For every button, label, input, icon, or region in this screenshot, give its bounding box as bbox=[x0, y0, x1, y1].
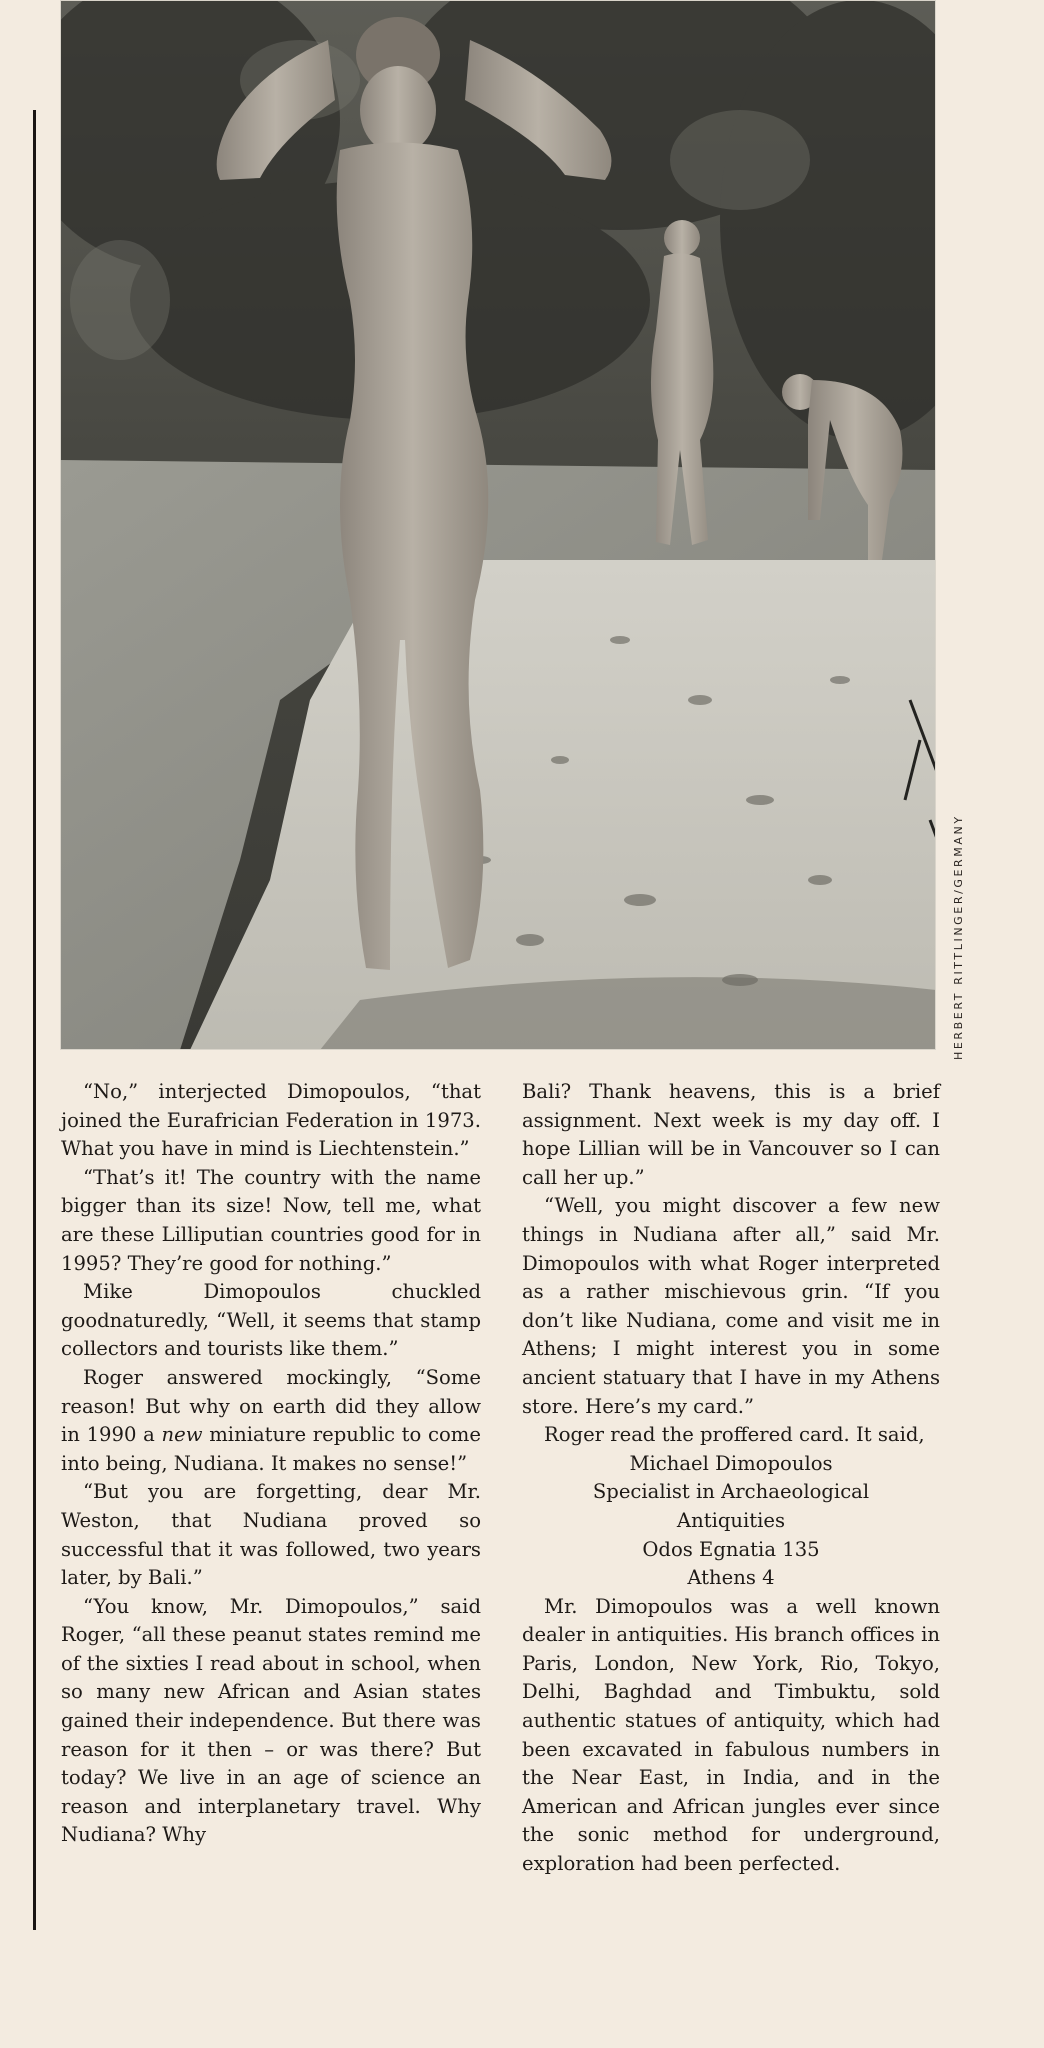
card-line: Odos Egnatia 135 bbox=[642, 1537, 820, 1561]
paragraph: “But you are forgetting, dear Mr. Weston, that Nudiana proved so successful that it was followed, two years later, by Bali.” bbox=[61, 1480, 481, 1590]
business-card bbox=[522, 1450, 940, 1593]
paragraph: “No,” interjected Dimopoulos, “that joined the Eurafrician Federation in 1973. What you have in mind is Liechtenstein.” bbox=[61, 1080, 481, 1161]
card-line: Antiquities bbox=[676, 1508, 786, 1532]
article-column-left bbox=[61, 1078, 481, 1850]
margin-rule bbox=[33, 110, 36, 1930]
paragraph: “Well, you might discover a few new things in Nudiana after all,” said Mr. Dimopoulos with what Roger interpreted as a rather mischievous grin. “If you don’t like Nudiana, come and visit me in Athens; I might interest you in some ancient statuary that I have in my Athens store. Here’s my card.” bbox=[522, 1194, 940, 1418]
paragraph: “That’s it! The country with the name bigger than its size! Now, tell me, what are these Lilliputian countries good for in 1995? They’re good for nothing.” bbox=[61, 1165, 481, 1275]
emphasized-word: new bbox=[161, 1423, 203, 1447]
photograph bbox=[60, 0, 936, 1050]
paragraph: “You know, Mr. Dimopoulos,” said Roger, “all these peanut states remind me of the sixties I read about in school, when so many new African and Asian states gained their independence. But there was reason for it then – or was there? But today? We live in an age of science an reason and interplanetary travel. Why Nudiana? Why bbox=[61, 1594, 481, 1847]
card-line: Specialist in Archaeological bbox=[592, 1480, 870, 1504]
paragraph: Bali? Thank heavens, this is a brief assignment. Next week is my day off. I hope Lillian will be in Vancouver so I can call her up.” bbox=[522, 1080, 940, 1189]
paragraph: Roger read the proffered card. It said, bbox=[544, 1423, 925, 1447]
photo-illustration bbox=[60, 0, 936, 1050]
paragraph-text: Roger answered mockingly, “Some reason! But why on earth did they allow in 1990 a bbox=[61, 1365, 481, 1447]
paragraph bbox=[61, 1364, 481, 1478]
paragraph: Mike Dimopoulos chuckled goodnaturedly, “Well, it seems that stamp collectors and tourists like them.” bbox=[61, 1280, 481, 1361]
card-line: Athens 4 bbox=[687, 1566, 775, 1590]
paragraph: Mr. Dimopoulos was a well known dealer in antiquities. His branch offices in Paris, London, New York, Rio, Tokyo, Delhi, Baghdad and Timbuktu, sold authentic statues of antiquity, which had been excavated in fabulous numbers in the Near East, in India, and in the American and African jungles ever since the sonic method for underground, exploration had been perfected. bbox=[522, 1594, 940, 1876]
paragraph-text: miniature republic to come into being, Nudiana. It makes no sense!” bbox=[61, 1423, 481, 1475]
article-column-right bbox=[522, 1078, 940, 1879]
photo-credit: HERBERT RITTLINGER/GERMANY bbox=[952, 814, 965, 1060]
card-line: Michael Dimopoulos bbox=[629, 1451, 833, 1475]
